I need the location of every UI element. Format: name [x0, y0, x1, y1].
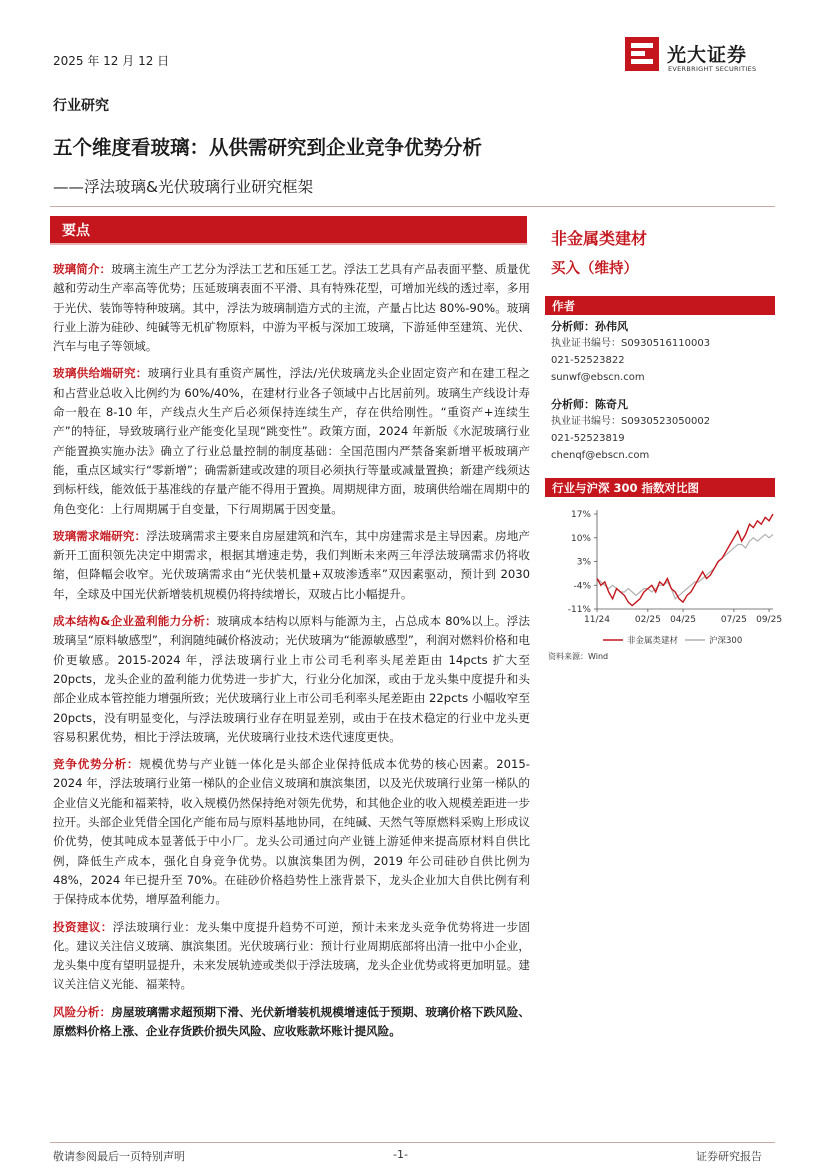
section-heading: 玻璃简介： [53, 262, 112, 276]
y-tick-label: 17% [570, 510, 591, 520]
summary-label: 要点 [62, 223, 90, 239]
page-number: -1- [393, 1148, 408, 1161]
logo-text-en: EVERBRIGHT SECURITIES [668, 65, 757, 73]
section-text: 浮法玻璃行业：龙头集中度提升趋势不可逆，预计未来龙头竞争优势将进一步固化。建议关注信义玻璃、旗滨集团。光伏玻璃行业：预计行业周期底部将出清一批中小企业，龙头集中度有望明显提升，未来发展轨迹或类似于浮法玻璃，龙头企业优势或将更加明显。建议关注信义光能、福莱特。 [53, 919, 530, 992]
author-cert: 执业证书编号：S0930523050002 [551, 416, 711, 427]
summary-accent-line [50, 243, 527, 245]
series-line-csi300 [597, 534, 773, 598]
section-demand [53, 527, 530, 604]
x-tick-label: 04/25 [670, 615, 697, 625]
author-block [551, 396, 710, 464]
section-heading: 竞争优势分析： [53, 757, 140, 772]
author-name: 分析师：陈奇凡 [551, 398, 628, 411]
report-title: 五个维度看玻璃：从供需研究到企业竞争优势分析 [53, 136, 483, 159]
section-text: 浮法玻璃需求主要来自房屋建筑和汽车，其中房建需求是主导因素。房地产新开工面积领先决定中期需求，根据其增速走势，我们判断未来两三年浮法玻璃需求仍将收缩，但降幅会收窄。光伏玻璃需求由“光伏装机量+双玻渗透率”双因素驱动，预计到 2030 年，全球及中国光伏新增装机规模仍将持续增长，双玻占比小幅提升。 [53, 528, 530, 601]
legend-label-csi300: 沪深300 [709, 636, 743, 646]
summary-body [53, 260, 530, 1049]
chart-source: 资料来源：Wind [548, 652, 609, 661]
section-heading: 成本结构&企业盈利能力分析： [53, 614, 217, 629]
section-intro [53, 260, 530, 356]
index-comparison-chart [545, 500, 783, 660]
authors-header-bar [545, 296, 775, 315]
section-text: 房屋玻璃需求超预期下滑、光伏新增装机规模增速低于预期、玻璃价格下跌风险、原燃料价格上涨、企业存货跌价损失风险、应收账款坏账计提风险。 [53, 1004, 530, 1038]
footer-disclaimer: 敬请参阅最后一页特别声明 [53, 1150, 185, 1163]
report-subtitle: ——浮法玻璃&光伏玻璃行业研究框架 [53, 178, 314, 196]
chart-header-bar [545, 478, 775, 497]
header-divider [50, 206, 775, 207]
author-phone: 021-52523822 [551, 355, 625, 366]
logo-text-cn: 光大证券 [667, 44, 748, 66]
author-name: 分析师：孙伟风 [551, 320, 628, 333]
logo-mark-icon [625, 37, 659, 71]
section-investment [53, 918, 530, 995]
y-tick-label: -4% [573, 581, 591, 592]
author-block [551, 318, 710, 386]
section-competition [53, 755, 530, 909]
author-cert: 执业证书编号：S0930516110003 [551, 338, 711, 349]
report-date: 2025 年 12 月 12 日 [53, 54, 170, 68]
x-tick-label: 09/25 [756, 615, 783, 625]
authors-label: 作者 [552, 299, 575, 313]
x-tick-label: 11/24 [584, 615, 610, 625]
section-text: 玻璃成本结构以原料与能源为主，占总成本 80%以上。浮法玻璃呈“原料敏感型”，利润随纯碱价格波动；光伏玻璃为“能源敏感型”，利润对燃料价格和电价更敏感。2015-2024 年，浮法玻璃行业上市公司毛利率头尾差距由 14pcts 扩大至 20pcts，龙头企业的盈利能力优势进一步扩大，行业分化加深，或由于龙头集中度提升和头部企业成本管控能力增强所致；光伏玻璃行业上市公司毛利率头尾差距由 22pcts 小幅收窄至 20pcts，没有明显变化，与浮法玻璃行业存在明显差别，或由于在技术稳定的行业中龙头更容易积累优势，相比于浮法玻璃，光伏玻璃行业技术迭代速度更快。 [53, 614, 530, 744]
report-category: 行业研究 [53, 98, 109, 114]
section-text: 玻璃行业具有重资产属性，浮法/光伏玻璃龙头企业固定资产和在建工程之和占营业总收入比例约为 60%/40%，在建材行业各子领域中占比居前列。玻璃生产线设计寿命一般在 8-10 年，产线点火生产后必须保持连续生产，存在供给刚性。“重资产+连续生产”的特征，导致玻璃行业产能变化呈现“跳变性”。政策方面，2024 年新版《水泥玻璃行业产能置换实施办法》确立了行业总量控制的制度基础：全国范围内严禁备案新增平板玻璃产能，重点区域实行“零新增”；确需新建或改建的项目必须执行等量或减量置换；新建产线须达到标杆线，能效低于基准线的存量产能不得用于置换。周期规律方面，玻璃供给端在周期中的角色变化：上行周期属于自变量，下行周期属于因变量。 [53, 366, 530, 516]
x-tick-label: 02/25 [634, 615, 661, 625]
y-tick-label: -11% [567, 605, 591, 615]
company-logo [625, 37, 775, 77]
footer-report-type: 证券研究报告 [696, 1150, 762, 1163]
section-risk [53, 1003, 530, 1042]
x-tick-label: 07/25 [720, 615, 747, 625]
section-cost [53, 612, 530, 747]
summary-header-bar [50, 216, 527, 243]
footer-divider [50, 1142, 775, 1143]
rating: 买入（维持） [551, 261, 638, 277]
section-heading: 风险分析： [53, 1004, 112, 1019]
author-phone: 021-52523819 [551, 433, 625, 444]
section-heading: 投资建议： [53, 919, 113, 934]
section-supply [53, 364, 530, 518]
y-tick-label: 3% [576, 557, 591, 568]
chart-title: 行业与沪深 300 指数对比图 [552, 481, 700, 495]
section-text: 玻璃主流生产工艺分为浮法工艺和压延工艺。浮法工艺具有产品表面平整、质量优越和劳动生产率高等优势；压延玻璃表面不平滑、具有特殊花型，可增加光线的透过率，多用于光伏、装饰等特种玻璃。其中，浮法为玻璃制造方式的主流，产量占比达 80%-90%。玻璃行业上游为硅砂、纯碱等无机矿物原料，中游为平板与深加工玻璃，下游延伸至建筑、光伏、汽车与电子等领域。 [53, 262, 530, 354]
legend-label-sector: 非金属类建材 [627, 636, 679, 646]
sector-name: 非金属类建材 [551, 229, 648, 248]
section-heading: 玻璃供给端研究： [53, 366, 148, 381]
author-email[interactable]: chenqf@ebscn.com [551, 450, 650, 461]
section-text: 规模优势与产业链一体化是头部企业保持低成本优势的核心因素。2015-2024 年，浮法玻璃行业第一梯队的企业信义玻璃和旗滨集团，以及光伏玻璃行业第一梯队的企业信义光能和福莱特，收入规模仍然保持绝对领先优势，和其他企业的收入规模差距进一步拉开。头部企业凭借全国化产能布局与原料基地协同，在纯碱、天然气等原燃料采购上形成议价优势，使其吨成本显著低于中小厂。龙头公司通过向产业链上游延伸来提高原材料自供比例，降低生产成本，强化自身竞争优势。以旗滨集团为例，2019 年公司硅砂自供比例为 48%，2024 年已提升至 70%。在硅砂价格趋势性上涨背景下，龙头企业加大自供比例有利于保持成本优势，增厚盈利能力。 [53, 757, 530, 907]
section-heading: 玻璃需求端研究： [53, 528, 147, 543]
author-email[interactable]: sunwf@ebscn.com [551, 372, 645, 383]
y-tick-label: 10% [570, 533, 591, 544]
